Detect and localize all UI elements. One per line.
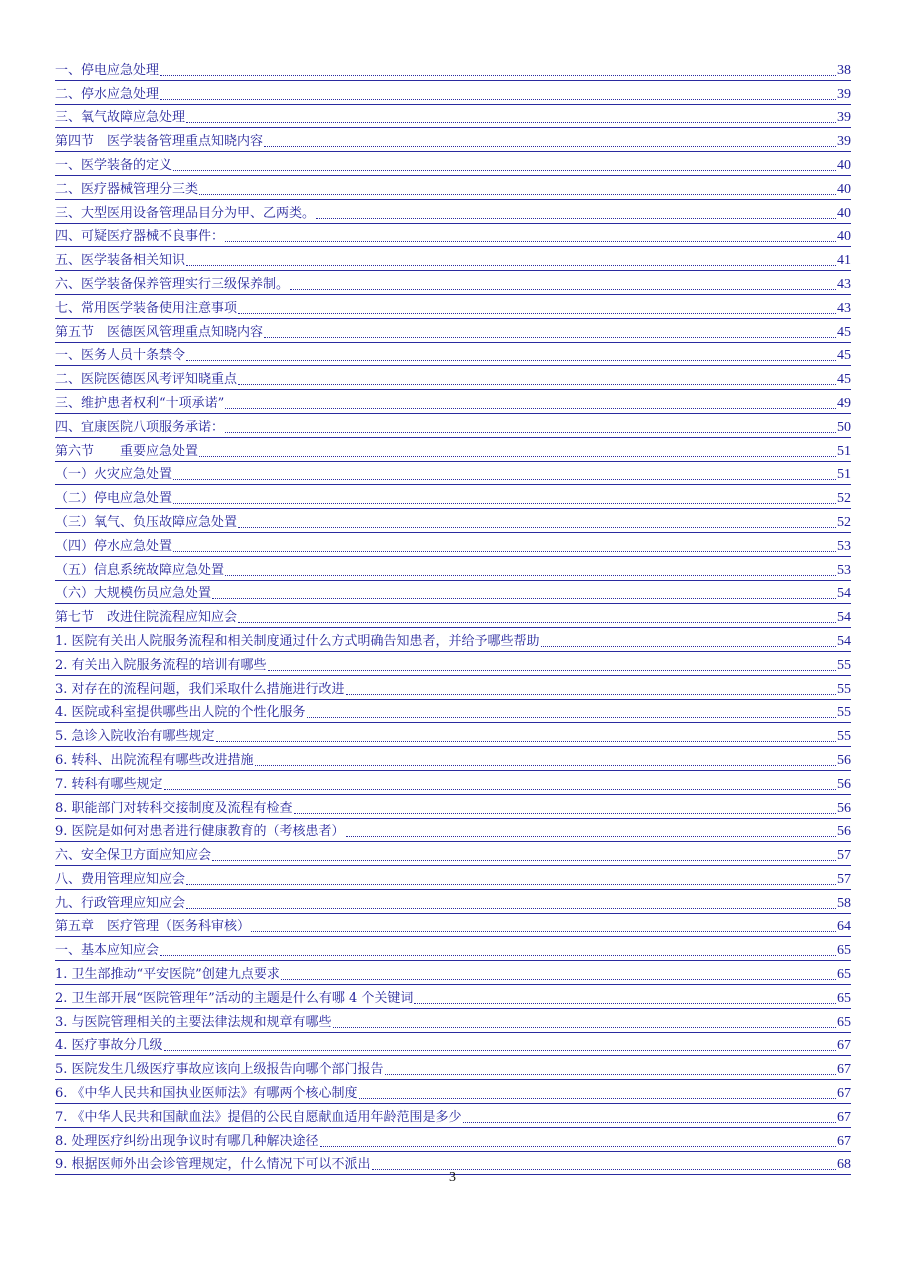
toc-entry-page-number: 52 (837, 514, 851, 530)
toc-entry-title: 二、停水应急处理 (55, 86, 160, 102)
toc-entry-page-number: 45 (837, 372, 851, 388)
toc-dot-leader (333, 1026, 836, 1028)
toc-entry-page-number: 57 (837, 848, 851, 864)
toc-entry-title: 九、行政管理应知应会 (55, 895, 186, 911)
toc-entry[interactable] (55, 842, 851, 866)
toc-dot-leader (225, 431, 836, 433)
toc-entry[interactable] (55, 462, 851, 486)
toc-entry[interactable] (55, 105, 851, 129)
toc-entry[interactable] (55, 247, 851, 271)
toc-entry-title: 五、医学装备相关知识 (55, 253, 186, 269)
toc-dot-leader (238, 526, 836, 528)
toc-entry[interactable] (55, 985, 851, 1009)
toc-dot-leader (160, 98, 836, 100)
toc-entry[interactable] (55, 57, 851, 81)
toc-entry-page-number: 43 (837, 276, 851, 292)
page-number: 3 (449, 1170, 456, 1185)
toc-entry-title: 三、大型医用设备管理品目分为甲、乙两类。 (55, 205, 316, 221)
toc-entry-title: 三、维护患者权利“十项承诺” (55, 395, 225, 411)
toc-entry-title: 六、医学装备保养管理实行三级保养制。 (55, 276, 290, 292)
toc-entry-title: （一）火灾应急处置 (55, 467, 173, 483)
toc-entry-page-number: 67 (837, 1062, 851, 1078)
toc-dot-leader (320, 1145, 836, 1147)
toc-entry-title: 一、停电应急处理 (55, 62, 160, 78)
toc-entry-page-number: 45 (837, 324, 851, 340)
toc-entry-title: 3. 对存在的流程问题，我们采取什么措施进行改进 (55, 681, 345, 697)
toc-dot-leader (186, 264, 836, 266)
toc-entry[interactable] (55, 224, 851, 248)
toc-entry[interactable] (55, 819, 851, 843)
toc-dot-leader (173, 502, 836, 504)
toc-entry[interactable] (55, 604, 851, 628)
toc-dot-leader (173, 169, 836, 171)
toc-entry-title: 2. 卫生部开展“医院管理年”活动的主题是什么有哪 4 个关键词 (55, 990, 414, 1006)
toc-entry[interactable] (55, 1056, 851, 1080)
toc-dot-leader (186, 121, 836, 123)
toc-entry-page-number: 40 (837, 205, 851, 221)
toc-entry-page-number: 51 (837, 443, 851, 459)
toc-dot-leader (225, 240, 836, 242)
toc-entry-title: 四、宜康医院八项服务承诺： (55, 419, 225, 435)
toc-entry-title: 3. 与医院管理相关的主要法律法规和规章有哪些 (55, 1014, 332, 1030)
toc-entry-title: 2. 有关出入院服务流程的培训有哪些 (55, 657, 267, 673)
toc-dot-leader (294, 812, 836, 814)
toc-entry-page-number: 65 (837, 967, 851, 983)
toc-entry-title: 二、医疗器械管理分三类 (55, 181, 199, 197)
toc-entry-page-number: 55 (837, 729, 851, 745)
toc-entry[interactable] (55, 438, 851, 462)
toc-entry-page-number: 54 (837, 633, 851, 649)
toc-entry-title: 8. 职能部门对转科交接制度及流程有检查 (55, 800, 293, 816)
toc-dot-leader (541, 645, 836, 647)
toc-dot-leader (238, 383, 836, 385)
toc-entry-page-number: 56 (837, 752, 851, 768)
toc-entry-page-number: 57 (837, 871, 851, 887)
toc-entry-page-number: 40 (837, 181, 851, 197)
toc-entry[interactable] (55, 200, 851, 224)
toc-entry-title: （六）大规模伤员应急处置 (55, 586, 212, 602)
toc-entry[interactable] (55, 628, 851, 652)
toc-entry-page-number: 56 (837, 776, 851, 792)
toc-entry-page-number: 40 (837, 157, 851, 173)
toc-entry-page-number: 54 (837, 610, 851, 626)
toc-entry-page-number: 56 (837, 800, 851, 816)
toc-dot-leader (199, 193, 836, 195)
table-of-contents (55, 57, 851, 1175)
toc-entry[interactable] (55, 866, 851, 890)
toc-dot-leader (212, 597, 836, 599)
toc-dot-leader (463, 1121, 836, 1123)
toc-entry-page-number: 50 (837, 419, 851, 435)
toc-entry[interactable] (55, 390, 851, 414)
toc-dot-leader (164, 788, 836, 790)
toc-entry-title: 6. 转科、出院流程有哪些改进措施 (55, 752, 254, 768)
toc-entry[interactable] (55, 700, 851, 724)
toc-entry[interactable] (55, 557, 851, 581)
toc-dot-leader (225, 574, 836, 576)
toc-entry-title: 9. 根据医师外出会诊管理规定，什么情况下可以不派出 (55, 1157, 371, 1173)
toc-entry-title: 三、氧气故障应急处理 (55, 110, 186, 126)
toc-entry-title: （五）信息系统故障应急处置 (55, 562, 225, 578)
toc-dot-leader (186, 883, 836, 885)
toc-entry-page-number: 54 (837, 586, 851, 602)
toc-dot-leader (307, 716, 836, 718)
toc-entry[interactable] (55, 1033, 851, 1057)
toc-dot-leader (385, 1073, 836, 1075)
toc-entry-title: 1. 医院有关出人院服务流程和相关制度通过什么方式明确告知患者，并给予哪些帮助 (55, 633, 540, 649)
toc-entry[interactable] (55, 1128, 851, 1152)
toc-dot-leader (264, 336, 836, 338)
toc-entry-page-number: 65 (837, 943, 851, 959)
toc-dot-leader (199, 455, 836, 457)
toc-entry-page-number: 58 (837, 895, 851, 911)
toc-dot-leader (414, 1002, 836, 1004)
toc-entry-title: （三）氧气、负压故障应急处置 (55, 514, 238, 530)
toc-entry-title: 8. 处理医疗纠纷出现争议时有哪几种解决途径 (55, 1133, 319, 1149)
toc-entry-page-number: 53 (837, 562, 851, 578)
toc-entry[interactable] (55, 343, 851, 367)
toc-entry-title: 7. 转科有哪些规定 (55, 776, 163, 792)
toc-entry[interactable] (55, 485, 851, 509)
toc-dot-leader (251, 930, 836, 932)
toc-entry-page-number: 64 (837, 919, 851, 935)
toc-entry[interactable] (55, 723, 851, 747)
toc-dot-leader (238, 312, 836, 314)
toc-entry[interactable] (55, 1104, 851, 1128)
toc-dot-leader (268, 669, 836, 671)
toc-dot-leader (160, 954, 836, 956)
toc-entry[interactable] (55, 81, 851, 105)
toc-entry-title: 第四节 医学装备管理重点知晓内容 (55, 134, 264, 150)
toc-entry[interactable] (55, 366, 851, 390)
toc-entry-page-number: 43 (837, 300, 851, 316)
toc-entry[interactable] (55, 771, 851, 795)
toc-dot-leader (255, 764, 836, 766)
toc-entry[interactable] (55, 509, 851, 533)
toc-dot-leader (216, 740, 836, 742)
toc-entry-title: 4. 医院或科室提供哪些出人院的个性化服务 (55, 705, 306, 721)
toc-entry-title: 第七节 改进住院流程应知应会 (55, 610, 238, 626)
toc-dot-leader (359, 1097, 836, 1099)
toc-entry-title: 四、可疑医疗器械不良事件： (55, 229, 225, 245)
toc-entry-title: 六、安全保卫方面应知应会 (55, 848, 212, 864)
toc-entry[interactable] (55, 890, 851, 914)
toc-entry-page-number: 52 (837, 491, 851, 507)
toc-entry[interactable] (55, 128, 851, 152)
toc-dot-leader (186, 907, 836, 909)
toc-entry-title: 第六节 重要应急处置 (55, 443, 199, 459)
toc-entry-page-number: 40 (837, 229, 851, 245)
toc-entry-page-number: 39 (837, 86, 851, 102)
toc-dot-leader (212, 859, 836, 861)
toc-entry-title: 一、医学装备的定义 (55, 157, 173, 173)
toc-entry-page-number: 67 (837, 1109, 851, 1125)
toc-dot-leader (186, 359, 836, 361)
toc-entry-title: 一、基本应知应会 (55, 943, 160, 959)
toc-entry-title: （二）停电应急处置 (55, 491, 173, 507)
toc-entry-title: 第五节 医德医风管理重点知晓内容 (55, 324, 264, 340)
toc-entry-title: 一、医务人员十条禁令 (55, 348, 186, 364)
toc-dot-leader (346, 693, 836, 695)
toc-entry[interactable] (55, 319, 851, 343)
toc-dot-leader (264, 145, 836, 147)
toc-entry-page-number: 65 (837, 990, 851, 1006)
toc-entry[interactable] (55, 1080, 851, 1104)
toc-entry[interactable] (55, 747, 851, 771)
toc-entry-title: （四）停水应急处置 (55, 538, 173, 554)
toc-entry-page-number: 65 (837, 1014, 851, 1030)
toc-entry-page-number: 67 (837, 1086, 851, 1102)
toc-entry-page-number: 55 (837, 657, 851, 673)
toc-entry-page-number: 38 (837, 62, 851, 78)
toc-entry[interactable] (55, 414, 851, 438)
toc-entry-title: 二、医院医德医风考评知晓重点 (55, 372, 238, 388)
toc-entry-title: 4. 医疗事故分几级 (55, 1038, 163, 1054)
toc-entry[interactable] (55, 795, 851, 819)
toc-entry-page-number: 68 (837, 1157, 851, 1173)
toc-entry-title: 七、常用医学装备使用注意事项 (55, 300, 238, 316)
toc-entry-title: 9. 医院是如何对患者进行健康教育的（考核患者） (55, 824, 345, 840)
toc-dot-leader (164, 1049, 836, 1051)
toc-dot-leader (173, 478, 836, 480)
toc-entry-page-number: 41 (837, 253, 851, 269)
toc-entry[interactable] (55, 295, 851, 319)
toc-entry[interactable] (55, 176, 851, 200)
toc-entry-page-number: 45 (837, 348, 851, 364)
toc-entry[interactable] (55, 1009, 851, 1033)
toc-entry[interactable] (55, 961, 851, 985)
toc-entry[interactable] (55, 152, 851, 176)
toc-entry-page-number: 53 (837, 538, 851, 554)
toc-dot-leader (160, 74, 836, 76)
toc-dot-leader (238, 621, 836, 623)
toc-entry-page-number: 39 (837, 110, 851, 126)
toc-entry-page-number: 49 (837, 395, 851, 411)
toc-entry-title: 第五章 医疗管理（医务科审核） (55, 919, 251, 935)
toc-entry-title: 1. 卫生部推动“平安医院”创建九点要求 (55, 967, 280, 983)
toc-entry-title: 5. 医院发生几级医疗事故应该向上级报告向哪个部门报告 (55, 1062, 384, 1078)
toc-entry-page-number: 39 (837, 134, 851, 150)
toc-entry-page-number: 55 (837, 681, 851, 697)
toc-entry[interactable] (55, 914, 851, 938)
toc-entry-page-number: 51 (837, 467, 851, 483)
toc-dot-leader (346, 835, 836, 837)
toc-dot-leader (290, 288, 836, 290)
toc-entry-title: 5. 急诊入院收治有哪些规定 (55, 729, 215, 745)
toc-entry-page-number: 67 (837, 1133, 851, 1149)
toc-entry-page-number: 67 (837, 1038, 851, 1054)
toc-entry-page-number: 56 (837, 824, 851, 840)
toc-entry-page-number: 55 (837, 705, 851, 721)
toc-entry-title: 八、费用管理应知应会 (55, 871, 186, 887)
toc-entry-title: 6. 《中华人民共和国执业医师法》有哪两个核心制度 (55, 1086, 358, 1102)
toc-dot-leader (316, 217, 836, 219)
toc-entry-title: 7. 《中华人民共和国献血法》提倡的公民自愿献血适用年龄范围是多少 (55, 1109, 462, 1125)
toc-entry[interactable] (55, 271, 851, 295)
toc-entry[interactable] (55, 937, 851, 961)
toc-dot-leader (225, 407, 836, 409)
toc-entry[interactable] (55, 533, 851, 557)
toc-entry[interactable] (55, 581, 851, 605)
toc-dot-leader (281, 978, 836, 980)
toc-entry[interactable] (55, 652, 851, 676)
toc-entry[interactable] (55, 676, 851, 700)
toc-dot-leader (173, 550, 836, 552)
